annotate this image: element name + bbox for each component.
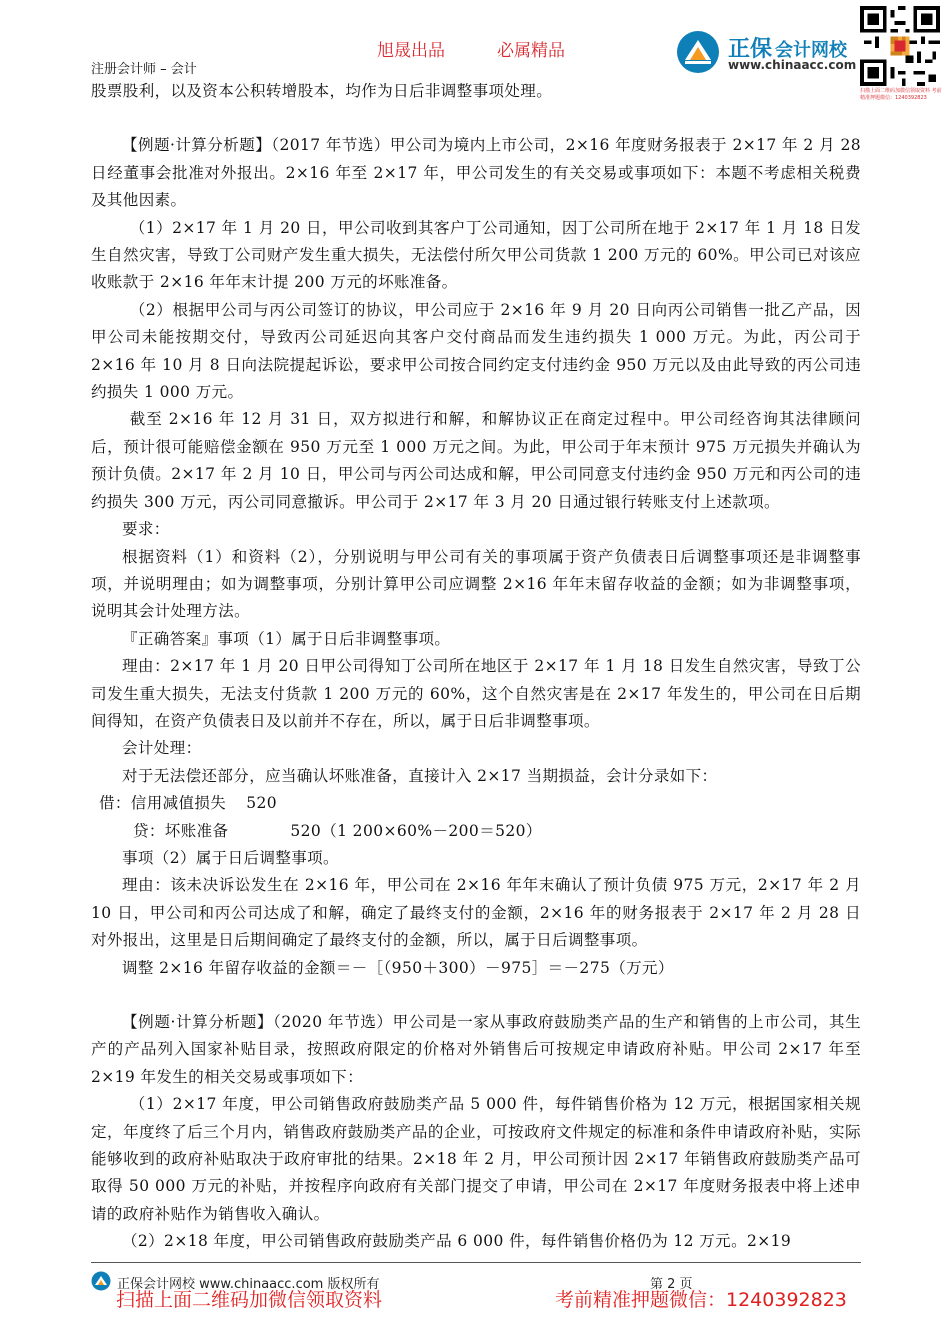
logo-brand-text: 正保 会计网校 (728, 37, 848, 62)
accounting-label: 会计处理： (122, 739, 202, 758)
chinaacc-logo[interactable] (676, 28, 856, 76)
example-1-heading: 【例题·计算分析题】（2017 年节选）甲公司为境内上市公司，2×16 年度财务报表于 2×17 年 2 月 28 日经董事会批准对外报出。2×16 年至 2×17 年，甲公司发生的有关交易或事项如下：本题不考虑相关税费及其他因素。 (91, 136, 861, 210)
footer-copyright: 正保会计网校 www.chinaacc.com 版权所有 (117, 1277, 380, 1292)
paragraph: 对于无法偿还部分，应当确认坏账准备，直接计入 2×17 当期损益，会计分录如下： (122, 766, 718, 785)
paragraph: 股票股利，以及资本公积转增股本，均作为日后非调整事项处理。 (91, 82, 553, 100)
page-number: 第 2 页 (650, 1277, 693, 1292)
paragraph: 根据资料（1）和资料（2），分别说明与甲公司有关的事项属于资产负债表日后调整事项还是非调整事项，并说明理由；如为调整事项，分别计算甲公司应调整 2×16 年年末留存收益的金额；如为非调整事项，说明其会计处理方法。 (91, 547, 861, 621)
journal-credit-line: 贷：坏账准备 520（1 200×60%－200＝520） (133, 821, 542, 840)
answer-heading: 『正确答案』事项（1）属于日后非调整事项。 (122, 629, 451, 648)
paragraph: （1）2×17 年度，甲公司销售政府鼓励类产品 5 000 件，每件销售价格为 12 万元，根据国家相关规定，年度终了后三个月内，销售政府鼓励类产品的企业，可按政府文件规定的标准和条件申请政府补贴，实际能够收到的政府补贴取决于政府审批的结果。2×18 年 2 月，甲公司预计因 2×17 年销售政府鼓励类产品可取得 50 000 万元的补贴，并按程序向政府有关部门提交了申请，甲公司在 2×17 年度财务报表中将上述申请的政府补贴作为销售收入确认。 (91, 1095, 861, 1223)
document-body (91, 78, 861, 1256)
footer-ad-right: 考前精准押题微信：1240392823 (555, 1289, 847, 1311)
qr-code-icon (860, 6, 940, 86)
logo-url: www.chinaacc.com (728, 58, 857, 72)
paragraph: 事项（2）属于日后调整事项。 (122, 848, 339, 867)
qr-note: 扫描上面二维码加微信领取资料 考前精准押题微信：1240392823 (860, 88, 942, 101)
requirement-label: 要求： (122, 520, 170, 539)
example-2-heading: 【例题·计算分析题】（2020 年节选）甲公司是一家从事政府鼓励类产品的生产和销售的上市公司，其生产的产品列入国家补贴目录，按照政府限定的价格对外销售后可按规定申请政府补贴。甲公司 2×17 年至 2×19 年发生的相关交易或事项如下： (91, 1013, 861, 1086)
paragraph: 理由：该未决诉讼发生在 2×16 年，甲公司在 2×16 年年末确认了预计负债 975 万元，2×17 年 2 月 10 日，甲公司和丙公司达成了和解，确定了最终支付的金额，2×16 年的财务报表于 2×17 年 2 月 28 日对外报出，这里是日后期间确定了最终支付的金额，所以，属于日后调整事项。 (91, 876, 861, 950)
journal-debit-line: 借：信用减值损失 520 (99, 794, 277, 813)
subject-title: 注册会计师 – 会计 (91, 62, 197, 77)
slogan-left: 旭晟出品 (377, 41, 445, 61)
formula-line: 调整 2×16 年留存收益的金额＝－［（950＋300）－975］＝－275（万元） (122, 958, 674, 977)
footer-ad-left: 扫描上面二维码加微信领取资料 (116, 1289, 383, 1311)
paragraph: （2）2×18 年度，甲公司销售政府鼓励类产品 6 000 件，每件销售价格仍为 12 万元。2×19 (122, 1232, 792, 1251)
paragraph: （1）2×17 年 1 月 20 日，甲公司收到其客户丁公司通知，因丁公司所在地于 2×17 年 1 月 18 日发生自然灾害，导致丁公司财产发生重大损失，无法偿付所欠甲公司货款 1 200 万元的 60%。甲公司已对该应收账款于 2×16 年年末计提 200 万元的坏账准备。 (91, 218, 861, 292)
slogan-right: 必属精品 (497, 41, 565, 61)
page-footer (0, 1265, 950, 1344)
paragraph: （2）根据甲公司与丙公司签订的协议，甲公司应于 2×16 年 9 月 20 日向丙公司销售一批乙产品，因甲公司未能按期交付，导致丙公司延迟向其客户交付商品而发生违约损失 1 000 万元。为此，丙公司于 2×16 年 10 月 8 日向法院提起诉讼，要求甲公司按合同约定支付违约金 950 万元以及由此导致的丙公司违约损失 1 000 万元。 (91, 300, 861, 402)
footer-logo-icon (91, 1271, 111, 1291)
logo-emblem-icon (676, 30, 720, 74)
paragraph: 理由：2×17 年 1 月 20 日甲公司得知丁公司所在地区于 2×17 年 1 月 18 日发生自然灾害，导致丁公司发生重大损失，无法支付货款 1 200 万元的 60%，这个自然灾害是在 2×17 年发生的，甲公司在日后期间得知，在资产负债表日及以前并不存在，所以，属于日后非调整事项。 (91, 657, 861, 730)
footer-divider (91, 1262, 861, 1263)
paragraph: 截至 2×16 年 12 月 31 日，双方拟进行和解，和解协议正在商定过程中。甲公司经咨询其法律顾问后，预计很可能赔偿金额在 950 万元至 1 000 万元之间。为此，甲公司于年末预计 975 万元损失并确认为预计负债。2×17 年 2 月 10 日，甲公司与丙公司达成和解，甲公司同意支付违约金 950 万元和丙公司的违约损失 300 万元，丙公司同意撤诉。甲公司于 2×17 年 3 月 20 日通过银行转账支付上述款项。 (91, 410, 861, 511)
